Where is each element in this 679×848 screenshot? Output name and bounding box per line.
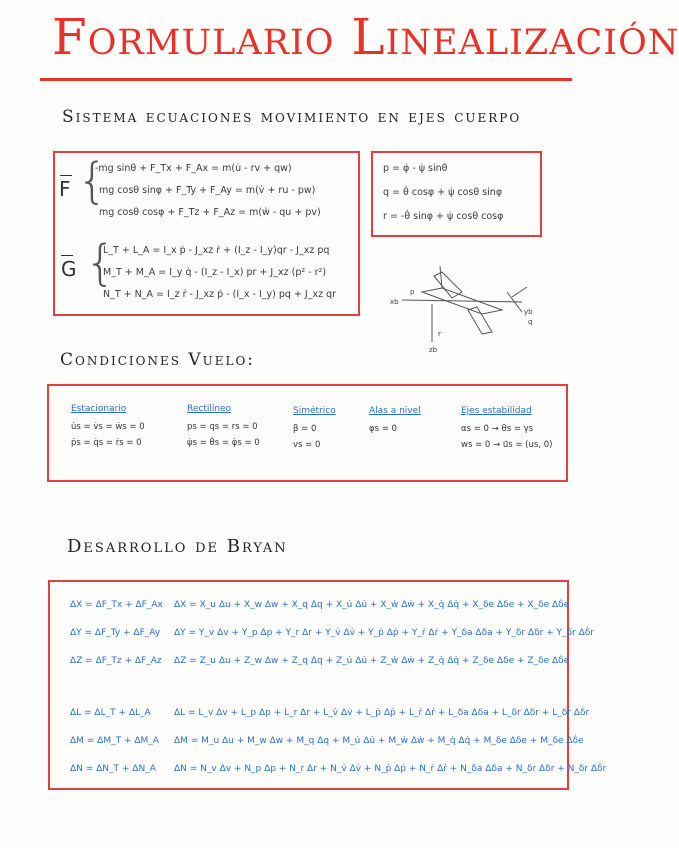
vector-arrow-G: [61, 255, 73, 256]
cond-col-stationary: [71, 404, 145, 448]
dynamics-equations-box: [53, 151, 360, 316]
force-eq-x: -mg sinθ + F_Tx + F_Ax = m(u̇ - rv + qw): [95, 163, 292, 174]
section-heading-conditions: Condiciones Vuelo:: [60, 350, 256, 370]
section-heading-bryan: Desarrollo de Bryan: [67, 536, 288, 557]
bryan-lhs-X: ΔX = ΔF_Tx + ΔF_Ax: [70, 600, 163, 610]
airplane-axes-diagram: [382, 252, 542, 356]
brace-G: {: [85, 235, 116, 291]
bryan-rhs-X: ΔX = X_u Δu + X_w Δw + X_q Δq + X_u̇ Δu̇ + X_ẇ Δẇ + X_q̇ Δq̇ + X_δe Δδe + X_δe Δδ̇e: [174, 600, 570, 610]
cond-line: vs = 0: [293, 440, 321, 450]
moment-eq-N: N_T + N_A = I_z ṙ - J_xz ṗ - (I_x - I_y) pq + J_xz qr: [103, 289, 337, 300]
kinematics-box: [371, 151, 542, 237]
bryan-lhs-L: ΔL = ΔL_T + ΔL_A: [70, 708, 151, 718]
bryan-rhs-L: ΔL = L_v Δv + L_p Δp + L_r Δr + L_v̇ Δv̇ + L_ṗ Δṗ + L_ṙ Δṙ + L_δa Δδa + L_δr Δδr + L_δr Δδ̇r: [174, 708, 590, 718]
moment-eq-L: L_T + L_A = I_x ṗ - J_xz ṙ + (I_z - I_y)qr - J_xz pq: [103, 245, 330, 256]
cond-line: ψ̇s = θ̇s = φ̇s = 0: [187, 438, 260, 448]
bryan-expansion-box: [48, 580, 607, 790]
cond-title-wings-level: Alas a nivel: [369, 406, 421, 416]
kin-eq-r: r = -θ̇ sinφ + ψ̇ cosθ cosφ: [383, 211, 504, 222]
bryan-rhs-Y: ΔY = Y_v Δv + Y_p Δp + Y_r Δr + Y_v̇ Δv̇ + Y_ṗ Δṗ + Y_ṙ Δṙ + Y_δa Δδa + Y_δr Δδr + Y_δr Δδ̇r: [174, 628, 594, 638]
cond-title-symmetric: Simétrico: [293, 406, 336, 416]
section-heading-equations: Sistema ecuaciones movimiento en ejes cuerpo: [62, 107, 522, 127]
vector-G-label: G: [61, 257, 77, 281]
cond-title-rectilinear: Rectilíneo: [187, 404, 232, 414]
vector-F-label: F: [59, 177, 71, 201]
plane-label-q: q: [528, 318, 533, 326]
cond-line: ṗs = q̇s = ṙs = 0: [71, 438, 142, 448]
cond-line: φs = 0: [369, 424, 397, 434]
plane-label-zb: zb: [429, 346, 438, 354]
brace-F: {: [77, 153, 108, 209]
kin-eq-p: p = φ̇ - ψ̇ sinθ: [383, 163, 448, 174]
cond-col-rectilinear: [187, 404, 260, 448]
plane-label-p: p: [410, 288, 415, 296]
force-eq-z: mg cosθ cosφ + F_Tz + F_Az = m(ẇ - qu + pv): [99, 207, 321, 218]
plane-label-r: r: [438, 330, 441, 338]
vector-arrow-F: [60, 175, 72, 176]
flight-conditions-box: [47, 384, 568, 482]
bryan-lhs-Z: ΔZ = ΔF_Tz + ΔF_Az: [70, 656, 162, 666]
plane-label-yb: yb: [524, 308, 533, 316]
cond-line: ps = qs = rs = 0: [187, 422, 258, 432]
force-eq-y: mg cosθ sinφ + F_Ty + F_Ay = m(v̇ + ru - pw): [99, 185, 316, 196]
page-title: Formulario Linealización: [52, 8, 679, 66]
cond-line: αs = 0 → θs = γs: [461, 424, 534, 434]
cond-col-wings-level: [369, 406, 421, 434]
bryan-lhs-Y: ΔY = ΔF_Ty + ΔF_Ay: [70, 628, 161, 638]
cond-title-stability-axes: Ejes estabilidad: [461, 406, 532, 416]
bryan-rhs-N: ΔN = N_v Δv + N_p Δp + N_r Δr + N_v̇ Δv̇ + N_ṗ Δṗ + N_ṙ Δṙ + N_δa Δδa + N_δr Δδr + N_δr Δδ̇r: [174, 764, 607, 774]
cond-col-stability-axes: [461, 406, 552, 450]
bryan-lhs-M: ΔM = ΔM_T + ΔM_A: [70, 736, 159, 746]
plane-label-xb: xb: [390, 298, 399, 306]
kin-eq-q: q = θ̇ cosφ + ψ̇ cosθ sinφ: [383, 187, 503, 198]
cond-title-stationary: Estacionario: [71, 404, 127, 414]
cond-line: u̇s = v̇s = ẇs = 0: [71, 422, 145, 432]
cond-col-symmetric: [293, 406, 336, 450]
bryan-lhs-N: ΔN = ΔN_T + ΔN_A: [70, 764, 156, 774]
cond-line: ws = 0 → u⃗s = (us, 0): [461, 440, 553, 450]
bryan-rhs-Z: ΔZ = Z_u Δu + Z_w Δw + Z_q Δq + Z_u̇ Δu̇ + Z_ẇ Δẇ + Z_q̇ Δq̇ + Z_δe Δδe + Z_δe Δδ̇e: [174, 656, 570, 666]
title-underline: [40, 78, 572, 81]
moment-eq-M: M_T + M_A = I_y q̇ - (I_z - I_x) pr + J_xz (p² - r²): [103, 267, 327, 278]
cond-line: β = 0: [293, 424, 317, 434]
bryan-rhs-M: ΔM = M_u Δu + M_w Δw + M_q Δq + M_u̇ Δu̇ + M_ẇ Δẇ + M_q̇ Δq̇ + M_δe Δδe + M_δe Δδ̇e: [174, 736, 584, 746]
